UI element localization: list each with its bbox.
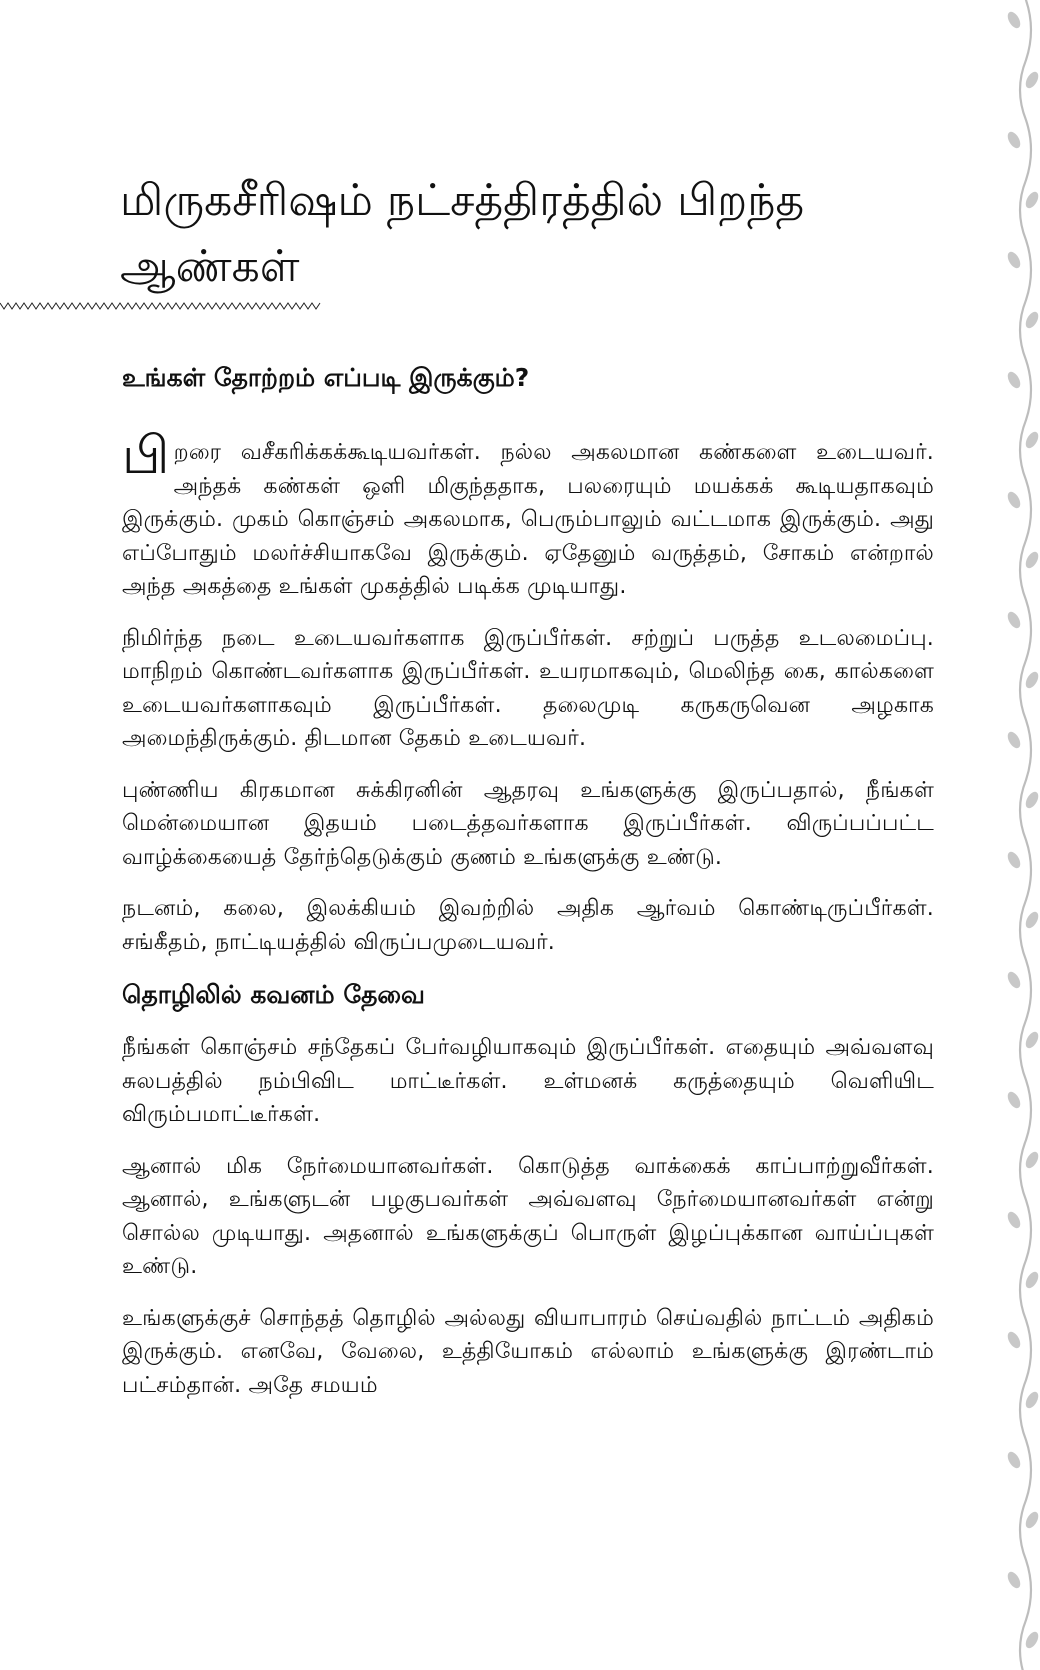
vine-leaf	[1005, 850, 1023, 871]
vine-leaf	[1023, 70, 1040, 91]
vine-leaf	[1023, 670, 1040, 691]
section-heading-career: தொழிலில் கவனம் தேவை	[122, 980, 425, 1009]
section-heading-appearance: உங்கள் தோற்றம் எப்படி இருக்கும்?	[122, 363, 530, 392]
vine-leaf	[1023, 190, 1040, 211]
vine-leaf	[1005, 1210, 1023, 1231]
paragraph-career-2: ஆனால் மிக நேர்மையானவர்கள். கொடுத்த வாக்கைக் காப்பாற்றுவீர்கள். ஆனால், உங்களுடன் பழகுபவர்கள் அவ்வளவு நேர்மையானவர்கள் என்று சொல்ல முடியாது. அதனால் உங்களுக்குப் பொருள் இழப்புக்கான வாய்ப்புகள் உண்டு.	[122, 1153, 934, 1279]
vine-border-ornament	[1004, 0, 1040, 1670]
vine-leaf	[1005, 370, 1023, 391]
vine-leaf	[1005, 10, 1023, 31]
vine-leaf	[1023, 1150, 1040, 1171]
paragraph-career-3: உங்களுக்குச் சொந்தத் தொழில் அல்லது வியாபாரம் செய்வதில் நாட்டம் அதிகம் இருக்கும். எனவே, வேலை, உத்தியோகம் எல்லாம் உங்களுக்கு இரண்டாம் பட்சம்தான். அதே சமயம்	[122, 1305, 934, 1398]
paragraph-appearance-1	[122, 426, 934, 604]
title-zigzag-rule	[0, 302, 322, 310]
paragraph-appearance-2: நிமிர்ந்த நடை உடையவர்களாக இருப்பீர்கள். சற்றுப் பருத்த உடலமைப்பு. மாநிறம் கொண்டவர்களாக இருப்பீர்கள். உயரமாகவும், மெலிந்த கை, கால்களை உடையவர்களாகவும் இருப்பீர்கள். தலைமுடி கருகருவென அழகாக அமைந்திருக்கும். திடமான தேகம் உடையவர்.	[122, 625, 934, 751]
vine-leaf	[1023, 1390, 1040, 1411]
chapter-body	[122, 360, 934, 1420]
vine-leaf	[1005, 1450, 1023, 1471]
vine-leaf	[1005, 250, 1023, 271]
vine-leaf	[1005, 970, 1023, 991]
vine-leaf	[1005, 490, 1023, 511]
vine-leaf	[1005, 130, 1023, 151]
paragraph-career-1: நீங்கள் கொஞ்சம் சந்தேகப் பேர்வழியாகவும் இருப்பீர்கள். எதையும் அவ்வளவு சுலபத்தில் நம்பிவிட மாட்டீர்கள். உள்மனக் கருத்தையும் வெளியிட விரும்பமாட்டீர்கள்.	[122, 1035, 934, 1127]
paragraph-text: றரை வசீகரிக்கக்கூடியவர்கள். நல்ல அகலமான கண்களை உடையவர். அந்தக் கண்கள் ஒளி மிகுந்ததாக, பலரையும் மயக்கக் கூடியதாகவும் இருக்கும். முகம் கொஞ்சம் அகலமாக, பெரும்பாலும் வட்டமாக இருக்கும். அது எப்போதும் மலர்ச்சியாகவே இருக்கும். ஏதேனும் வருத்தம், சோகம் என்றால் அந்த அகத்தை உங்கள் முகத்தில் படிக்க முடியாது.	[122, 440, 934, 599]
vine-leaf	[1023, 910, 1040, 931]
vine-leaf	[1023, 1030, 1040, 1051]
vine-leaf	[1005, 1090, 1023, 1111]
vine-leaf	[1023, 1630, 1040, 1651]
vine-leaf	[1005, 1570, 1023, 1591]
vine-leaf	[1023, 550, 1040, 571]
vine-leaf	[1023, 1510, 1040, 1531]
vine-leaf	[1023, 310, 1040, 331]
chapter-title: மிருகசீரிஷம் நட்சத்திரத்தில் பிறந்த ஆண்கள்	[120, 175, 805, 292]
vine-leaf	[1005, 1330, 1023, 1351]
vine-leaf	[1023, 1270, 1040, 1291]
vine-leaf	[1023, 430, 1040, 451]
vine-leaf	[1005, 610, 1023, 631]
paragraph-appearance-3: புண்ணிய கிரகமான சுக்கிரனின் ஆதரவு உங்களுக்கு இருப்பதால், நீங்கள் மென்மையான இதயம் படைத்தவர்களாக இருப்பீர்கள். விருப்பப்பட்ட வாழ்க்கையைத் தேர்ந்தெடுக்கும் குணம் உங்களுக்கு உண்டு.	[122, 777, 934, 870]
vine-leaf	[1023, 790, 1040, 811]
vine-leaf	[1005, 730, 1023, 751]
drop-cap: பி	[122, 426, 170, 486]
paragraph-appearance-4: நடனம், கலை, இலக்கியம் இவற்றில் அதிக ஆர்வம் கொண்டிருப்பீர்கள். சங்கீதம், நாட்டியத்தில் விருப்பமுடையவர்.	[122, 896, 934, 955]
